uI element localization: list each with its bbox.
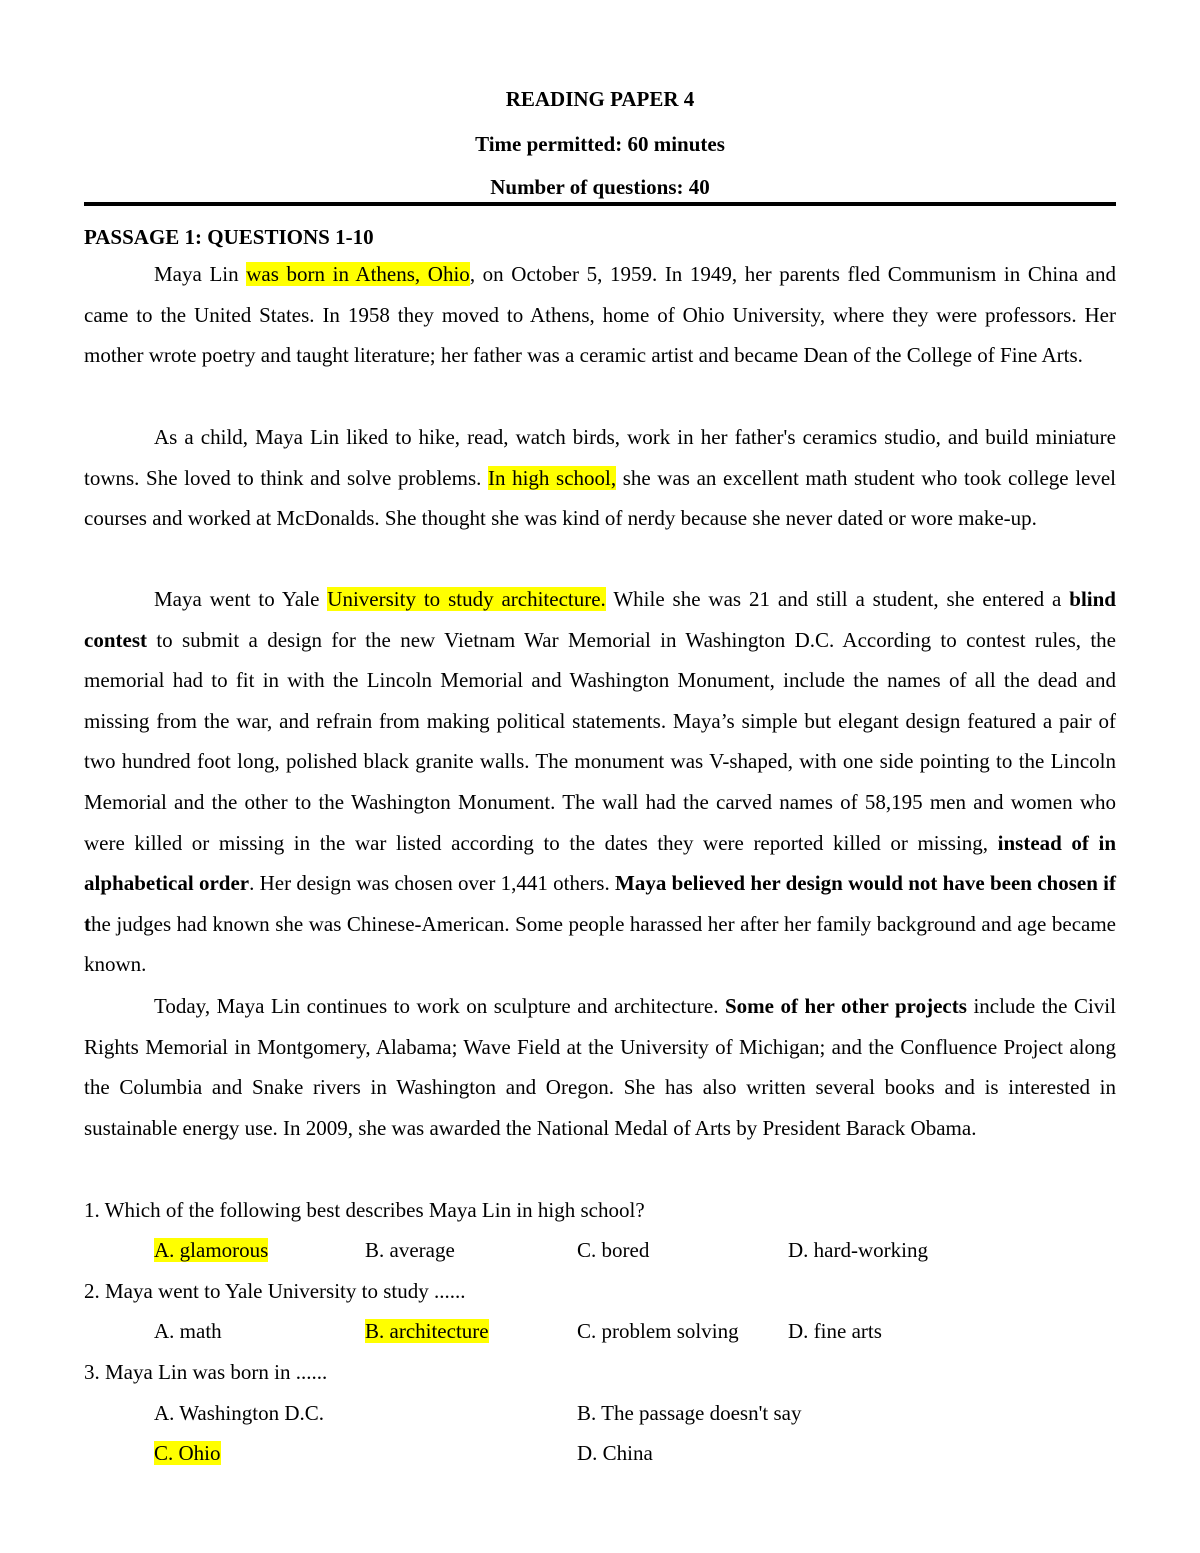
time-permitted: Time permitted: 60 minutes	[475, 132, 725, 156]
q2-option-d[interactable]: D. fine arts	[788, 1319, 882, 1343]
bold-term: instead of in alphabetical order	[84, 830, 1117, 896]
question-count: Number of questions: 40	[490, 175, 710, 199]
question-2: 2. Maya went to Yale University to study ......	[84, 1279, 466, 1303]
header-divider	[84, 202, 1116, 206]
q1-option-b[interactable]: B. average	[365, 1238, 455, 1262]
paper-title: READING PAPER 4	[505, 87, 695, 111]
paragraph-3: Maya went to Yale University to study architecture. While she was 21 and still a student, she entered a blind contest to submit a design for the new Vietnam War Memorial in Washington D.C. According to contest rules, the memorial had to fit in with the Lincoln Memorial and Washington Monument, include the names of all the dead and missing from the war, and refrain from making political statements. Maya’s simple but elegant design featured a pair of two hundred foot long, polished black granite walls. The monument was V-shaped, with one side pointing to the Lincoln Memorial and the other to the Washington Monument. The wall had the carved names of 58,195 men and women who were killed or missing in the war listed according to the dates they were reported killed or missing, instead of in alphabetical order. Her design was chosen over 1,441 others. Maya believed her design would not have been chosen if the judges had known she was Chinese-American. Some people harassed her after her family background and age became known.	[84, 587, 1117, 977]
bold-term: Maya believed her design would not have been chosen if t	[84, 871, 1117, 936]
q1-option-d[interactable]: D. hard-working	[788, 1238, 928, 1262]
q1-option-c[interactable]: C. bored	[577, 1238, 650, 1262]
question-3: 3. Maya Lin was born in ......	[84, 1360, 328, 1384]
bold-term: blind contest	[84, 587, 1116, 652]
q3-option-b[interactable]: B. The passage doesn't say	[577, 1401, 802, 1425]
paragraph-4: Today, Maya Lin continues to work on sculpture and architecture. Some of her other projects include the Civil Rights Memorial in Montgomery, Alabama; Wave Field at the University of Michigan; and the Confluence Project along the Columbia and Snake rivers in Washington and Oregon. She has also written several books and is interested in sustainable energy use. In 2009, she was awarded the National Medal of Arts by President Barack Obama.	[84, 994, 1116, 1140]
q2-option-c[interactable]: C. problem solving	[577, 1319, 739, 1343]
highlight: was born in Athens, Ohio	[246, 262, 470, 286]
q2-option-a[interactable]: A. math	[154, 1319, 222, 1343]
section-title: PASSAGE 1: QUESTIONS 1-10	[84, 225, 374, 249]
bold-term: Some of her other projects	[724, 994, 967, 1018]
q3-option-a[interactable]: A. Washington D.C.	[154, 1401, 325, 1425]
paragraph-2: As a child, Maya Lin liked to hike, read, watch birds, work in her father's ceramics studio, and build miniature towns. She loved to think and solve problems. In high school, she was an excellent math student who took college level courses and worked at McDonalds. She thought she was kind of nerdy because she never dated or wore make-up.	[84, 425, 1117, 531]
q3-option-d[interactable]: D. China	[577, 1441, 653, 1465]
highlight: In high school,	[487, 465, 617, 490]
question-1: 1. Which of the following best describes Maya Lin in high school?	[84, 1198, 645, 1222]
highlight: University to study architecture.	[327, 587, 606, 611]
q3-option-c[interactable]: C. Ohio	[154, 1441, 221, 1465]
paragraph-1: Maya Lin was born in Athens, Ohio, on October 5, 1959. In 1949, her parents fled Communism in China and came to the United States. In 1958 they moved to Athens, home of Ohio University, where they were professors. Her mother wrote poetry and taught literature; her father was a ceramic artist and became Dean of the College of Fine Arts.	[84, 262, 1116, 368]
q2-option-b[interactable]: B. architecture	[365, 1319, 489, 1343]
q1-option-a[interactable]: A. glamorous	[154, 1238, 269, 1262]
